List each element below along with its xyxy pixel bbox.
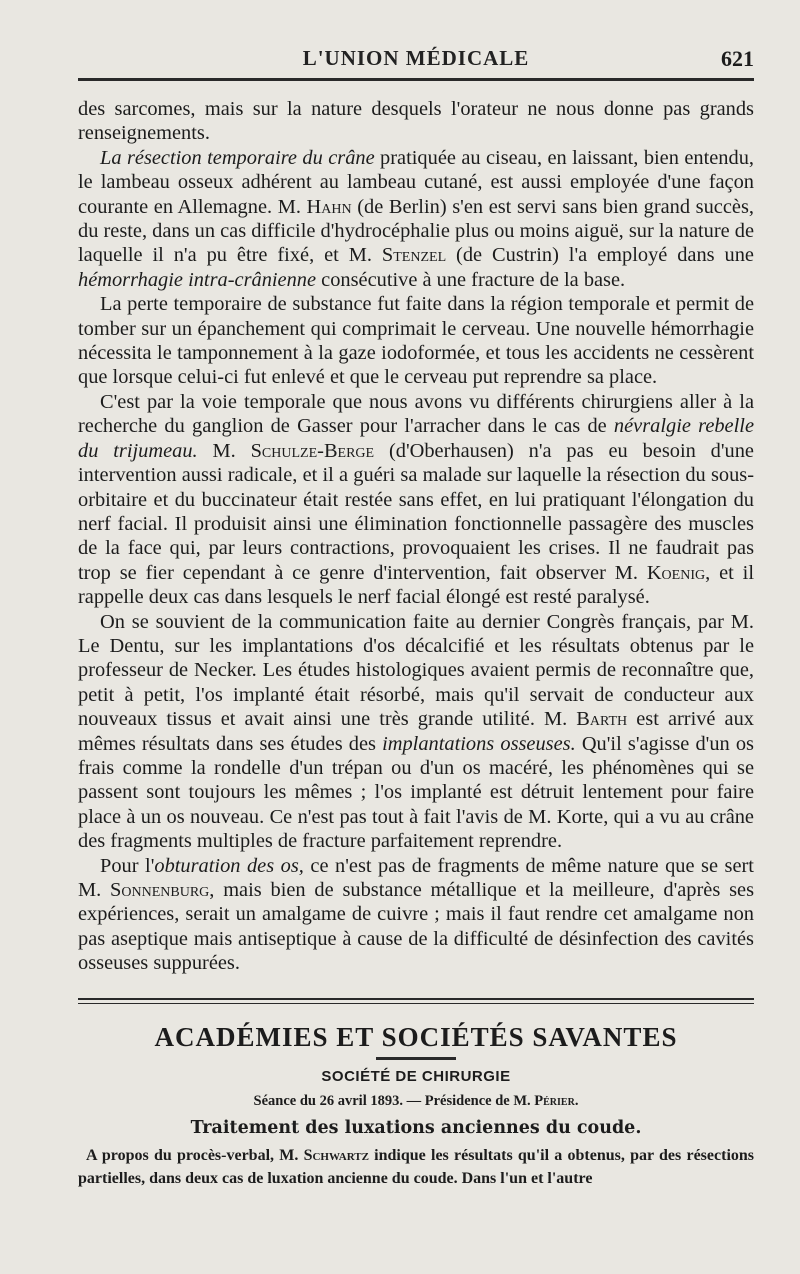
session-text: Séance du 26 avril 1893. — Présidence de M. [253, 1092, 535, 1109]
paragraph [78, 854, 754, 976]
paragraph-text: Pour l' [100, 854, 155, 877]
person-name: Stenzel [381, 244, 447, 267]
article-body [78, 97, 754, 976]
paragraph-text: (de Berlin) s'en est servi sans bien grand succès, du reste, dans un cas difficile d'hydrocéphalie plus ou moins aiguë, sur la nature de laquelle il n'a pu être fixé, et M. [78, 195, 754, 267]
paragraph-text: La perte temporaire de substance fut faite dans la région temporale et permit de tomber sur un épanchement qui comprimait le cerveau. Une nouvelle hémorrhagie nécessita le tamponnement à la gaze iodoformée, et tous les accidents ne cessèrent que lorsque celui-ci fut enlevé et que le cerveau put reprendre sa place. [78, 293, 754, 389]
journal-title: L'UNION MÉDICALE [302, 46, 530, 70]
person-name: Hahn [306, 195, 352, 218]
section-heading: ACADÉMIES ET SOCIÉTÉS SAVANTES [154, 1021, 678, 1052]
emphasis-text: implantations osseuses. [382, 732, 576, 755]
paragraph-text: (d'Oberhausen) n'a pas eu besoin d'une intervention aussi radicale, et il a guéri sa malade sur laquelle la résection du sous-orbitaire et du buccinateur était restée sans effet, en lui pratiquant l'élongation du nerf facial. Il produisit ainsi une élimination fonctionnelle passagère des muscles de la face qui, par leurs contractions, provoquaient les crises. Il ne faudrait pas trop se fier cependant à ce genre d'intervention, fait observer M. [78, 439, 754, 584]
paragraph-text: indique les résultats qu'il a obtenus, par des résections partielles, dans deux cas de luxation ancienne du coude. Dans l'un et l'autre [78, 1146, 755, 1187]
heading-underline [376, 1057, 456, 1060]
emphasis-text: névralgie rebelle du trijumeau. [78, 415, 754, 462]
person-name: Sonnenburg [110, 879, 210, 901]
page-number: 621 [721, 46, 754, 71]
paragraph-text: (de Custrin) l'a employé dans une [446, 244, 754, 267]
topic-title: Traitement des luxations anciennes du coude. [190, 1117, 642, 1138]
paragraph-text: ce n'est pas de fragments de même nature que se sert M. [78, 854, 754, 901]
paragraph-text: On se souvient de la communication faite au dernier Congrès français, par M. Le Dentu, sur les implantations d'os décalcifié et les résultats obtenus par le professeur de Necker. Les études histologiques avaient permis de reconnaître que, petit à petit, l'os implanté était résorbé, mais qu'il servait de conducteur aux nouveaux tissus et avait ainsi une très grande utilité. M. [78, 610, 754, 731]
paragraph [78, 97, 754, 146]
person-name: Schulze-Berge [250, 439, 375, 462]
paragraph [78, 1144, 754, 1190]
emphasis-text: La résection temporaire du crâne [100, 146, 375, 169]
paragraph [78, 146, 754, 292]
person-name: Barth [576, 708, 628, 731]
paragraph-text: des sarcomes, mais sur la nature desquels l'orateur ne nous donne pas grands renseignements. [78, 98, 754, 145]
paragraph-text: M. [197, 439, 251, 462]
paragraph-text: , mais bien de substance métallique et la meilleure, d'après ses expériences, serait un amalgame de cuivre ; mais il faut rendre cet amalgame non pas aseptique mais antiseptique à cause de la difficulté de désinfection des cavités osseuses suppurées. [78, 879, 755, 975]
emphasis-text: hémorrhagie intra-crânienne [78, 268, 317, 291]
emphasis-text: obturation des os, [154, 854, 304, 877]
person-name: Périer [534, 1092, 575, 1109]
running-head [78, 38, 754, 78]
person-name: Schwartz [303, 1146, 369, 1164]
paragraph [78, 390, 754, 610]
paragraph-text: est arrivé aux mêmes résultats dans ses études des [78, 708, 754, 755]
paragraph-text: pratiquée au ciseau, en laissant, bien entendu, le lambeau osseux adhérent au lambeau cutané, est aussi employée d'une façon courante en Allemagne. M. [78, 146, 754, 218]
paragraph-text: Qu'il s'agisse d'un os frais comme la rondelle d'un trépan ou d'un os macéré, les phénomènes qui se passent sont toujours les mêmes ; l'os implanté est détruit lentement pour faire place à un os nouveau. Ce n'est pas tout à fait l'avis de M. Korte, qui a vu au crâne des fragments multiples de fracture parfaitement reprendre. [78, 732, 754, 853]
paragraph-text: consécutive à une fracture de la base. [316, 268, 626, 291]
paragraph-text: , et il rappelle deux cas dans lesquels le nerf facial élongé est resté paralysé. [78, 561, 754, 609]
session-line [78, 1093, 754, 1110]
paragraph-text: C'est par la voie temporale que nous avons vu différents chirurgiens aller à la recherche du ganglion de Gasser pour l'arracher dans le cas de [78, 390, 754, 438]
paragraph [78, 292, 754, 390]
section-divider [78, 998, 754, 1004]
session-text: . [574, 1092, 579, 1109]
paragraph [78, 610, 754, 854]
header-rule [78, 78, 754, 81]
person-name: Koenig [646, 561, 706, 584]
paragraph-text: A propos du procès-verbal, M. [86, 1146, 304, 1164]
society-name: SOCIÉTÉ DE CHIRURGIE [321, 1067, 511, 1085]
